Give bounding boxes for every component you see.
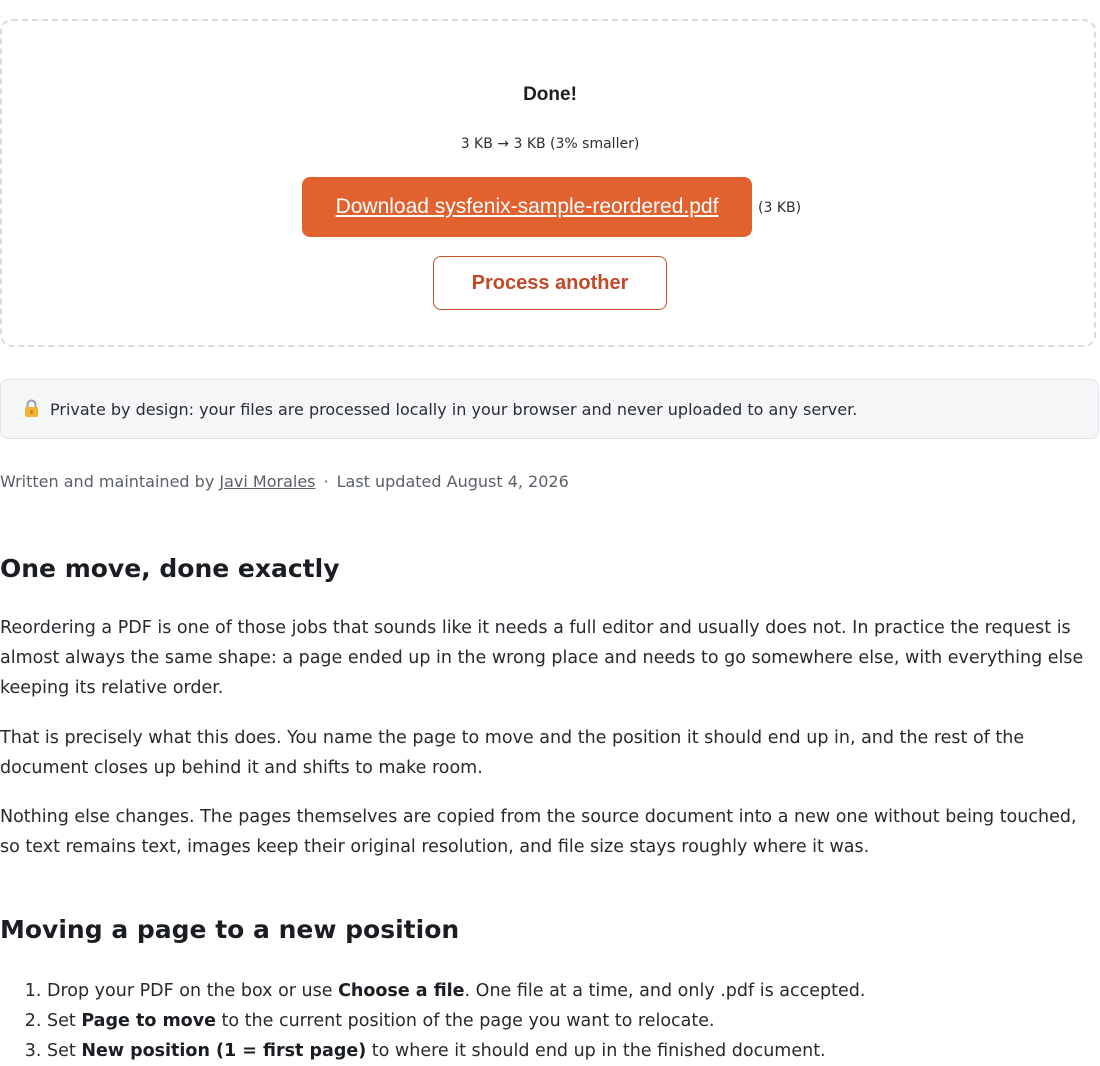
byline-separator: · — [323, 472, 329, 491]
steps-list — [0, 976, 1097, 1066]
size-info: 3 KB → 3 KB (3% smaller) — [460, 136, 640, 152]
process-another-button[interactable]: Process another — [433, 256, 667, 310]
result-title: Done! — [523, 84, 577, 105]
lock-icon — [23, 399, 40, 417]
paragraph: Reordering a PDF is one of those jobs that sounds like it needs a full editor and usually does not. In practice the request is almost always the same shape: a page ended up in the wrong place and needs to go somewhere else, with everything else keeping its relative order. — [0, 618, 1084, 698]
privacy-notice — [0, 379, 1099, 439]
privacy-text: Private by design: your files are processed locally in your browser and never uploaded to any server. — [50, 399, 858, 419]
list-item: 1. Drop your PDF on the box or use Choose a file. One file at a time, and only .pdf is accepted. — [47, 976, 1097, 1006]
byline — [0, 472, 569, 491]
paragraph: That is precisely what this does. You name the page to move and the position it should end up in, and the rest of the document closes up behind it and shifts to make room. — [0, 728, 1025, 778]
download-size: (3 KB) — [758, 200, 802, 216]
section-heading-one-move: One move, done exactly — [0, 554, 340, 583]
author-link[interactable]: Javi Morales — [219, 472, 316, 491]
section-heading-moving-page: Moving a page to a new position — [0, 915, 460, 944]
byline-prefix: Written and maintained by — [0, 472, 215, 491]
download-button[interactable]: Download sysfenix-sample-reordered.pdf — [302, 177, 752, 237]
list-item: 3. Set New position (1 = first page) to where it should end up in the finished document. — [47, 1036, 1097, 1066]
list-item: 2. Set Page to move to the current position of the page you want to relocate. — [47, 1006, 1097, 1036]
last-updated: Last updated August 4, 2026 — [336, 472, 569, 491]
paragraph: Nothing else changes. The pages themselves are copied from the source document into a new one without being touched, so text remains text, images keep their original resolution, and file size stays roughly where it was. — [0, 807, 1077, 857]
